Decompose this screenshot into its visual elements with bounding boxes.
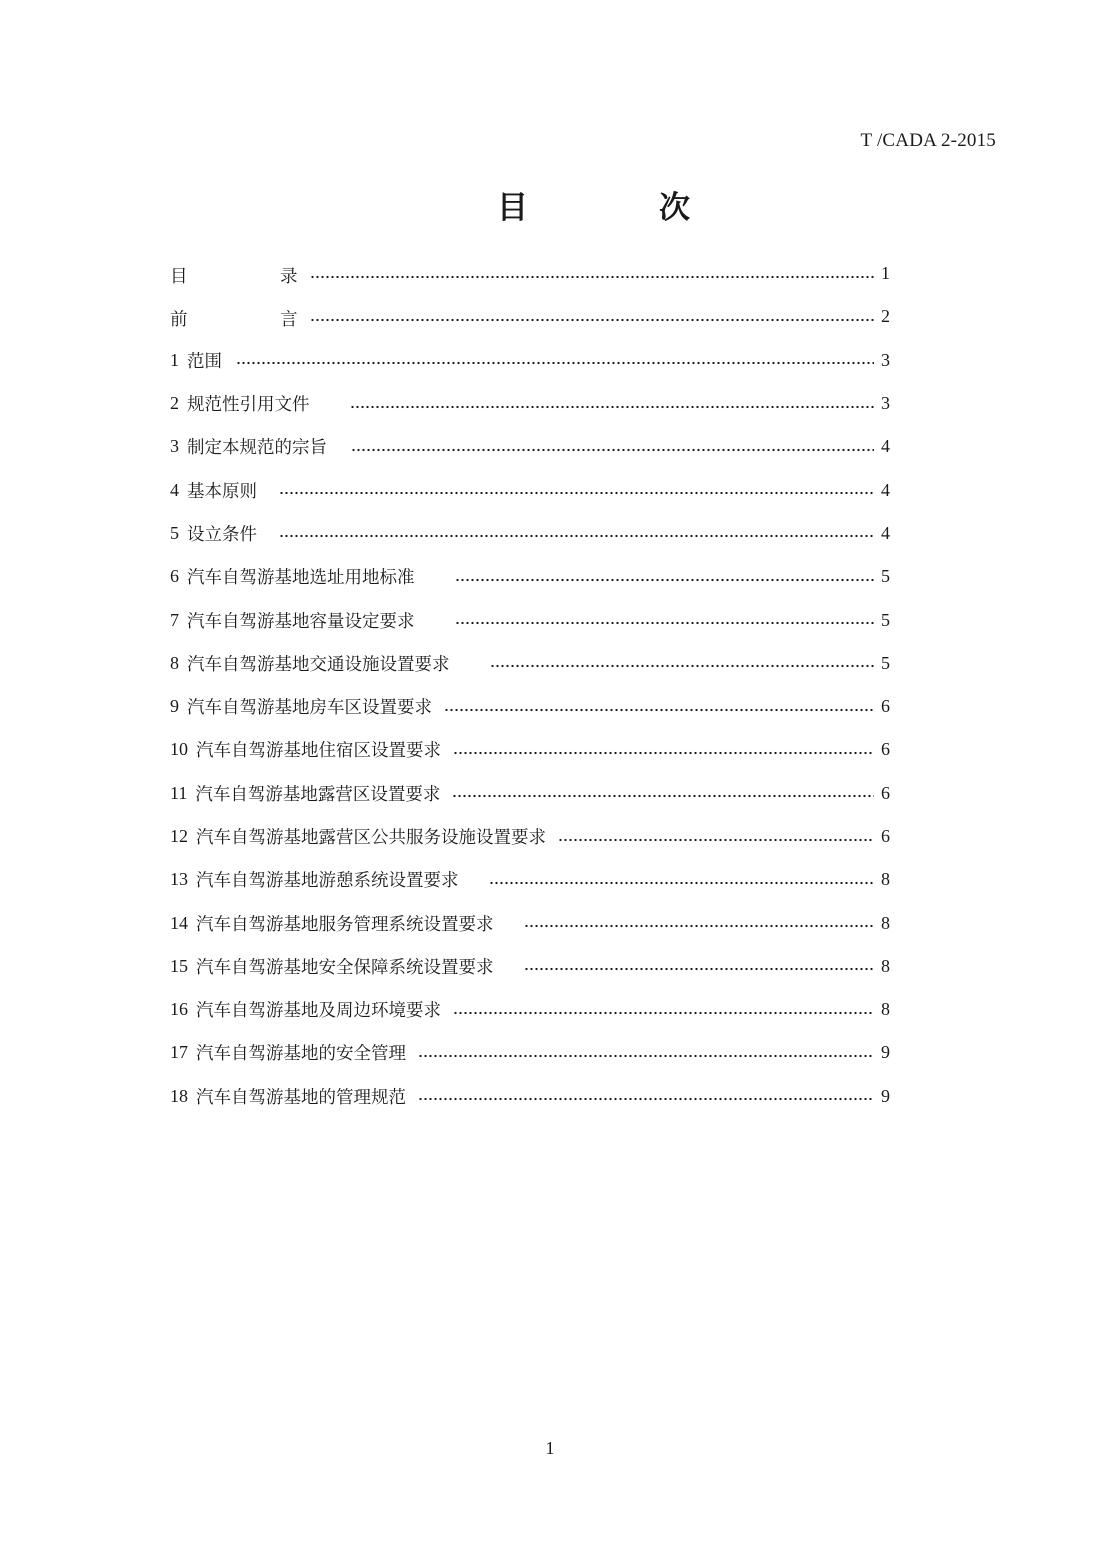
toc-entry[interactable] [170,425,890,468]
toc-entry-title: 设立条件 [187,524,257,545]
toc-entry-title: 汽车自驾游基地容量设定要求 [187,611,415,632]
toc-entry-page: 3 [881,393,890,414]
toc-entry[interactable] [170,382,890,425]
toc-entry-number: 9 [170,696,179,717]
toc-entry-foreword[interactable] [170,295,890,338]
toc-entry-title: 基本原则 [187,481,257,502]
toc-entry[interactable] [170,642,890,685]
toc-entry-page: 3 [881,349,890,370]
dot-leader [310,318,874,322]
toc-entry-page: 4 [881,436,890,457]
dot-leader [452,794,874,798]
dot-leader [350,405,875,409]
toc-entry-title: 汽车自驾游基地露营区公共服务设施设置要求 [196,828,546,848]
toc-entry-number: 5 [170,522,179,543]
dot-leader [455,578,875,582]
toc-entry-page: 4 [881,479,890,500]
toc-entry-number: 15 [170,955,188,976]
toc-entry-page: 8 [881,912,890,933]
document-code: T /CADA 2-2015 [860,130,996,151]
dot-leader [279,534,874,538]
toc-entry-char: 目 [170,266,188,287]
toc-entry-title: 汽车自驾游基地的管理规范 [196,1087,406,1108]
toc-entry-page: 8 [881,999,890,1020]
toc-entry-title: 汽车自驾游基地安全保障系统设置要求 [196,957,494,978]
toc-entry-page: 5 [881,609,890,630]
toc-entry-title: 汽车自驾游基地游憩系统设置要求 [196,871,459,892]
toc-entry-title: 范围 [187,351,222,372]
toc-entry-page: 6 [881,739,890,760]
dot-leader [524,967,875,971]
toc-title [0,186,1100,230]
toc-entry-number: 11 [170,782,188,803]
toc-entry-page: 9 [881,1042,890,1063]
toc-entry-char: 言 [280,309,298,330]
toc-entry-title: 规范性引用文件 [187,395,310,416]
toc-entry[interactable] [170,555,890,598]
toc-entry-number: 8 [170,652,179,673]
toc-entry-page: 8 [881,869,890,890]
toc-entry-title: 汽车自驾游基地住宿区设置要求 [196,741,441,762]
toc-entry-number: 12 [170,826,188,846]
toc-entry-char: 前 [170,309,188,330]
toc-entry[interactable] [170,988,890,1031]
toc-entry[interactable] [170,815,890,858]
toc-entry-number: 17 [170,1042,188,1063]
toc-entry-page: 5 [881,566,890,587]
toc-entry-title: 汽车自驾游基地交通设施设置要求 [187,654,450,675]
toc-entry-page: 2 [881,306,890,327]
toc-list [170,252,890,1118]
toc-entry[interactable] [170,772,890,815]
dot-leader [279,491,874,495]
toc-entry-page: 8 [881,955,890,976]
toc-entry[interactable] [170,901,890,944]
dot-leader [455,621,875,625]
dot-leader [418,1054,874,1058]
toc-entry[interactable] [170,468,890,511]
toc-entry-number: 18 [170,1085,188,1106]
toc-entry-number: 2 [170,393,179,414]
dot-leader [310,275,874,279]
toc-entry-number: 4 [170,479,179,500]
toc-entry-char: 录 [280,266,298,287]
toc-entry-number: 13 [170,869,188,890]
toc-entry-number: 10 [170,739,188,760]
dot-leader [558,838,874,842]
toc-entry-page: 9 [881,1085,890,1106]
toc-entry[interactable] [170,728,890,771]
toc-entry-number: 14 [170,912,188,933]
dot-leader [524,924,875,928]
page-number: 1 [545,1438,555,1458]
toc-entry[interactable] [170,339,890,382]
dot-leader [489,881,875,885]
toc-entry-title: 汽车自驾游基地房车区设置要求 [187,698,432,719]
toc-entry-contents[interactable] [170,252,890,295]
toc-entry-number: 6 [170,566,179,587]
toc-entry-title: 汽车自驾游基地及周边环境要求 [196,1001,441,1022]
toc-entry-number: 16 [170,999,188,1020]
dot-leader [418,1097,874,1101]
toc-entry[interactable] [170,945,890,988]
toc-entry-title: 汽车自驾游基地选址用地标准 [187,568,415,589]
toc-entry-title: 汽车自驾游基地服务管理系统设置要求 [196,914,494,935]
toc-entry-number: 1 [170,349,179,370]
toc-entry-page: 6 [881,826,890,846]
toc-entry-page: 5 [881,652,890,673]
toc-entry[interactable] [170,1031,890,1074]
toc-entry-title: 制定本规范的宗旨 [187,438,327,459]
toc-entry-number: 7 [170,609,179,630]
toc-entry-page: 4 [881,522,890,543]
toc-entry[interactable] [170,512,890,555]
dot-leader [490,664,875,668]
dot-leader [351,448,874,452]
dot-leader [444,708,874,712]
toc-entry[interactable] [170,685,890,728]
toc-entry[interactable] [170,858,890,901]
toc-entry-title: 汽车自驾游基地的安全管理 [196,1044,406,1065]
dot-leader [236,361,874,365]
dot-leader [453,1011,874,1015]
toc-entry[interactable] [170,1075,890,1118]
toc-entry-page: 6 [881,782,890,803]
dot-leader [453,751,874,755]
toc-entry-title: 汽车自驾游基地露营区设置要求 [195,784,441,805]
toc-entry-page: 1 [881,263,890,284]
toc-title-char-2: 次 [659,190,690,226]
toc-entry-page: 6 [881,696,890,717]
toc-entry[interactable] [170,598,890,641]
toc-entry-number: 3 [170,436,179,457]
toc-title-char-1: 目 [497,190,528,226]
